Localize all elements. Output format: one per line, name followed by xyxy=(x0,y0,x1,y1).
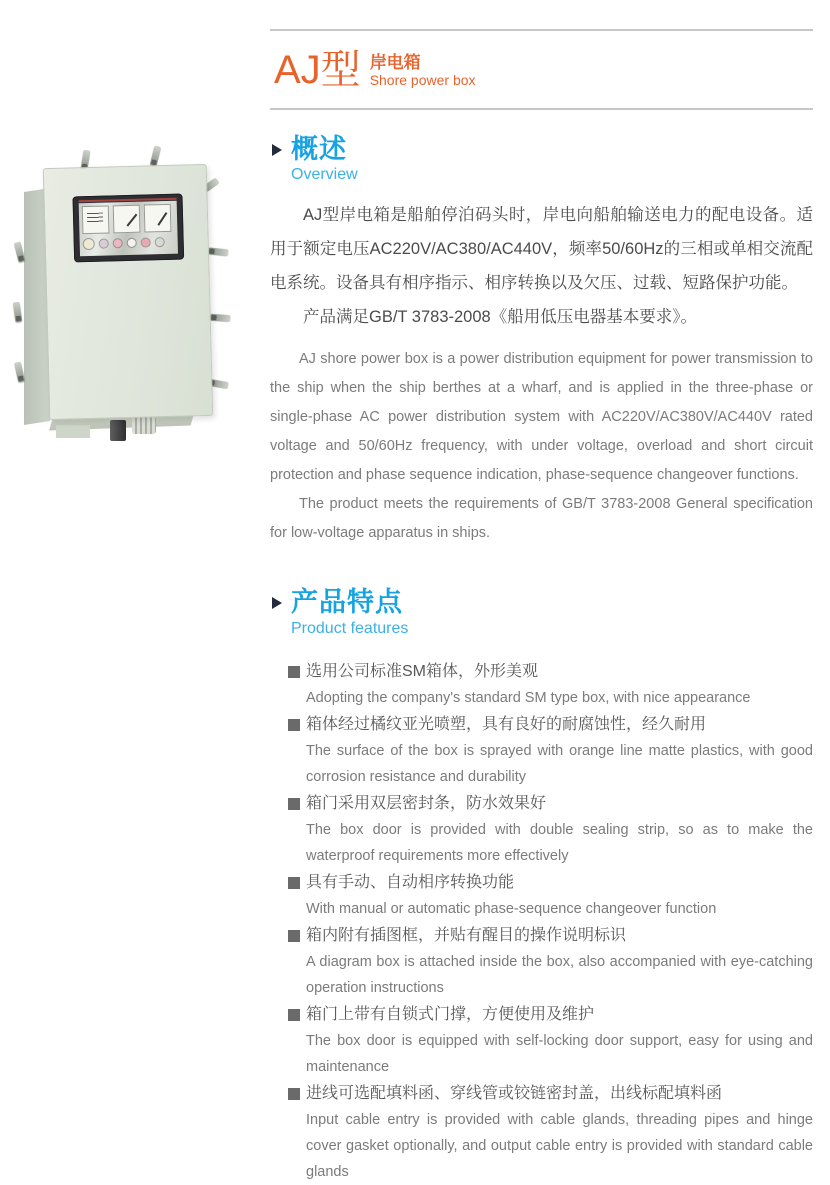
feature-text-en: Adopting the company's standard SM type box, with nice appearance xyxy=(306,689,751,706)
feature-item xyxy=(288,1080,813,1185)
product-subtitle-en: Shore power box xyxy=(369,72,476,89)
meter-row xyxy=(82,204,172,234)
feature-headline-cn: 箱体经过橘纹亚光喷塑，具有良好的耐腐蚀性，经久耐用 xyxy=(306,715,707,733)
window-glass xyxy=(79,201,178,257)
box-foot xyxy=(56,425,90,438)
feature-headline-cn: 具有手动、自动相序转换功能 xyxy=(306,873,515,891)
feature-item xyxy=(288,711,813,790)
features-heading xyxy=(270,588,813,637)
overview-paragraph-cn: 产品满足GB/T 3783-2008《船用低压电器基本要求》。 xyxy=(303,308,697,327)
features-list xyxy=(270,658,813,1185)
feature-text-en: With manual or automatic phase-sequence changeover function xyxy=(306,900,717,917)
analog-meter-icon xyxy=(82,205,110,234)
cable-gland-icon xyxy=(132,416,156,434)
feature-text-en: Input cable entry is provided with cable glands, threading pipes and hinge cover gasket optionally, and output cable entry is provided with standard cable glands xyxy=(306,1111,813,1180)
features-title-cn: 产品特点 xyxy=(291,587,403,618)
feature-headline-cn: 箱门上带有自锁式门撑，方便使用及维护 xyxy=(306,1005,595,1023)
latch-clamp-icon xyxy=(13,302,23,323)
overview-paragraph-en: AJ shore power box is a power distribution equipment for power transmission to the ship when the ship berthes at a wharf, and is applied in the three-phase or single-phase AC power distribution system with AC220V/AC380V/AC440V rated voltage and 50/60Hz frequency, with under voltage, overload and short circuit protection and phase sequence indication, phase-sequence changeover functions. xyxy=(270,351,813,484)
box-front-door xyxy=(43,164,214,420)
indicator-light-icon xyxy=(100,240,108,248)
features-section xyxy=(270,588,813,1184)
feature-headline-cn: 箱内附有插图框，并贴有醒目的操作说明标识 xyxy=(306,926,627,944)
bullet-square-icon xyxy=(288,798,300,810)
feature-headline-cn: 选用公司标准SM箱体，外形美观 xyxy=(306,662,539,680)
latch-clamp-icon xyxy=(150,145,162,166)
bullet-square-icon xyxy=(288,1088,300,1100)
indicator-row xyxy=(84,237,164,249)
bullet-square-icon xyxy=(288,930,300,942)
bullet-square-icon xyxy=(288,877,300,889)
feature-text-en: The box door is provided with double sealing strip, so as to make the waterproof requirements more effectively xyxy=(306,821,813,864)
feature-text-en: A diagram box is attached inside the box, also accompanied with eye-catching operation instructions xyxy=(306,953,813,996)
latch-clamp-icon xyxy=(208,247,229,256)
features-title-en: Product features xyxy=(291,619,409,637)
overview-title-en: Overview xyxy=(291,166,358,184)
page-header xyxy=(270,29,813,110)
indicator-light-icon xyxy=(128,239,136,247)
triangle-marker-icon xyxy=(272,144,282,156)
feature-headline-cn: 箱门采用双层密封条，防水效果好 xyxy=(306,794,547,812)
product-subtitle xyxy=(370,53,476,89)
feature-item xyxy=(288,658,813,711)
content-column xyxy=(270,0,813,1185)
feature-item xyxy=(288,790,813,869)
feature-item xyxy=(288,869,813,922)
analog-meter-icon xyxy=(144,204,172,233)
triangle-marker-icon xyxy=(272,597,282,609)
latch-clamp-icon xyxy=(210,314,230,322)
feature-headline-cn: 进线可选配填料函、穿线管或铰链密封盖，出线标配填料函 xyxy=(306,1084,723,1102)
overview-title-cn: 概述 xyxy=(291,134,347,164)
feature-item xyxy=(288,922,813,1001)
overview-heading xyxy=(270,135,813,184)
header-bottom-rule xyxy=(270,108,813,110)
overview-paragraph-en: The product meets the requirements of GB/T 3783-2008 General specification for low-voltage apparatus in ships. xyxy=(270,496,813,542)
cable-gland-icon xyxy=(110,420,126,441)
indicator-light-icon xyxy=(142,238,150,246)
bullet-square-icon xyxy=(288,666,300,678)
indicator-light-icon xyxy=(156,238,164,246)
product-subtitle-cn: 岸电箱 xyxy=(369,52,421,72)
indicator-light-icon xyxy=(114,239,122,247)
bullet-square-icon xyxy=(288,719,300,731)
button-icon xyxy=(84,239,94,249)
product-model: AJ型 xyxy=(274,47,361,92)
feature-text-en: The box door is equipped with self-locking door support, easy for using and maintenance xyxy=(306,1032,813,1075)
overview-paragraph-cn: AJ型岸电箱是船舶停泊码头时，岸电向船舶输送电力的配电设备。适用于额定电压AC220V/AC380/AC440V，频率50/60Hz的三相或单相交流配电系统。设备具有相序指示、相序转换以及欠压、过载、短路保护功能。 xyxy=(270,206,813,293)
product-photo xyxy=(10,150,258,455)
overview-section xyxy=(270,135,813,548)
meter-window xyxy=(72,194,184,263)
feature-item xyxy=(288,1001,813,1080)
bullet-square-icon xyxy=(288,1009,300,1021)
product-title-row xyxy=(270,31,813,108)
analog-meter-icon xyxy=(113,205,141,234)
feature-text-en: The surface of the box is sprayed with orange line matte plastics, with good corrosion resistance and durability xyxy=(306,742,813,785)
